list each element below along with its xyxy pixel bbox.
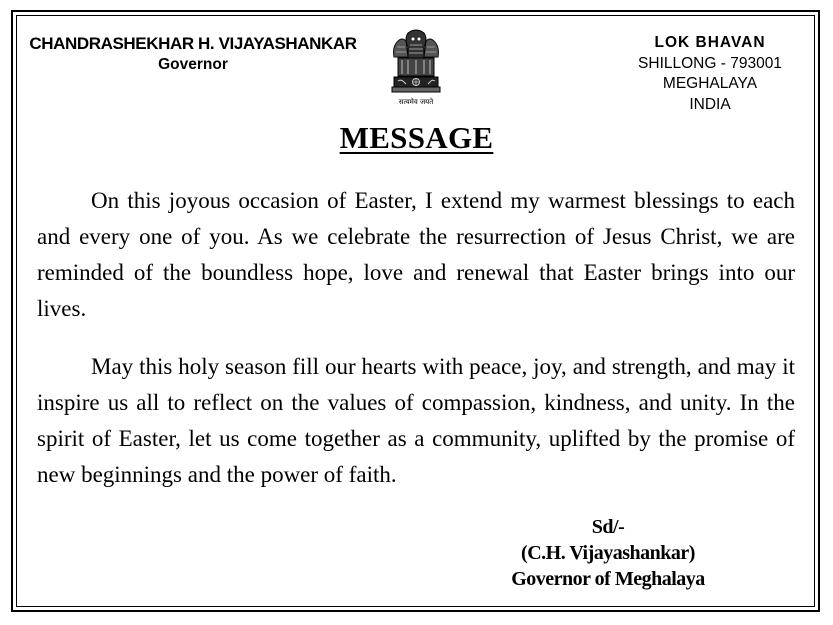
message-paragraph-1: On this joyous occasion of Easter, I extend my warmest blessings to each and every one of you. As we celebrate the resurrection of Jesus Christ, we are reminded of the boundless hope, love and renewal that Easter brings into our lives.: [37, 188, 795, 321]
signature-block: [478, 514, 738, 592]
signatory-title: Governor of Meghalaya: [511, 568, 705, 590]
address-country: INDIA: [689, 95, 731, 113]
sender-designation: Governor: [158, 56, 228, 73]
signatory-name: (C.H. Vijayashankar): [521, 542, 695, 564]
document-title: [0, 120, 833, 156]
sender-name: CHANDRASHEKHAR H. VIJAYASHANKAR: [29, 34, 357, 53]
office-name: LOK BHAVAN: [654, 34, 766, 51]
signature-sd: Sd/-: [591, 516, 625, 538]
address-state: MEGHALAYA: [662, 75, 758, 92]
emblem-motto: सत्यमेव जयते: [398, 98, 434, 106]
sender-block: [23, 34, 363, 74]
address-city: SHILLONG - 793001: [638, 54, 782, 72]
state-emblem-icon: [388, 27, 444, 109]
message-paragraph-2: May this holy season fill our hearts with peace, joy, and strength, and may it inspire us all to reflect on the values of compassion, kindness, and unity. In the spirit of Easter, let us come together as a community, uplifted by the promise of new beginnings and the power of faith.: [37, 354, 795, 487]
address-block: [620, 33, 800, 115]
title-text: MESSAGE: [339, 120, 494, 155]
